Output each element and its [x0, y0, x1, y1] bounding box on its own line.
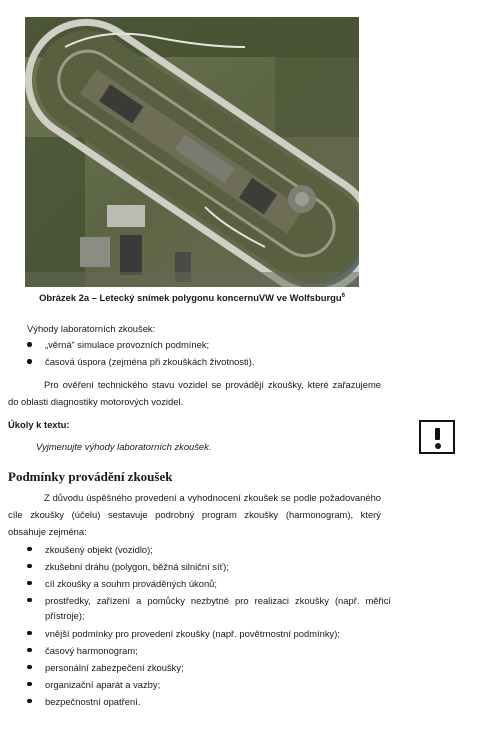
conditions-item-text: bezpečnostní opatření. — [45, 696, 141, 707]
advantages-item-text: „věrná“ simulace provozních podmínek; — [45, 339, 210, 350]
conditions-list-item — [27, 694, 391, 709]
conditions-list-item — [27, 660, 391, 675]
task-text: Vyjmenujte výhody laboratorních zkoušek. — [36, 441, 212, 452]
conditions-list-item — [27, 626, 391, 641]
paragraph-diagnostics: Pro ověření technického stavu vozidel se provádějí zkoušky, které zařazujeme do oblasti diagnostiky motorových vozidel. — [8, 379, 381, 407]
conditions-list-item — [27, 643, 391, 658]
section-paragraph: Z důvodu úspěšného provedení a vyhodnocení zkoušek se podle požadovaného cíle zkoušky (účelu) sestavuje podrobný program zkoušky (harmonogram), který obsahuje zejména: — [8, 492, 381, 537]
conditions-item-text: cíl zkoušky a souhrn prováděných úkonů; — [45, 578, 217, 589]
figure-caption-text: Obrázek 2a – Letecký snímek polygonu koncernuVW ve Wolfsburgu — [39, 292, 342, 303]
conditions-item-text: časový harmonogram; — [45, 645, 138, 656]
conditions-list-item — [27, 677, 391, 692]
footnote-marker: 6 — [341, 292, 345, 299]
conditions-item-text: zkušební dráhu (polygon, běžná silniční síť); — [45, 561, 229, 572]
advantages-item-text: časová úspora (zejména při zkouškách životnosti). — [45, 356, 255, 367]
conditions-list-item — [27, 593, 391, 623]
test-track-image — [25, 17, 359, 287]
conditions-item-text: zkoušený objekt (vozidlo); — [45, 544, 153, 555]
conditions-list-item — [27, 542, 391, 557]
conditions-item-text: prostředky, zařízení a pomůcky nezbytné pro realizaci zkoušky (např. měřicí přístroje); — [45, 595, 391, 621]
exclamation-icon — [419, 420, 455, 454]
advantages-intro: Výhody laboratorních zkoušek: — [27, 323, 156, 334]
conditions-list-item — [27, 576, 391, 591]
conditions-item-text: organizační aparát a vazby; — [45, 679, 161, 690]
conditions-list-item — [27, 559, 391, 574]
task-label: Úkoly k textu: — [8, 419, 70, 430]
section-heading: Podmínky provádění zkoušek — [8, 469, 173, 484]
conditions-item-text: personální zabezpečení zkoušky; — [45, 662, 184, 673]
aerial-photo-test-track — [25, 17, 359, 287]
figure-caption — [0, 292, 384, 303]
conditions-item-text: vnější podmínky pro provedení zkoušky (např. povětrnostní podmínky); — [45, 628, 340, 639]
